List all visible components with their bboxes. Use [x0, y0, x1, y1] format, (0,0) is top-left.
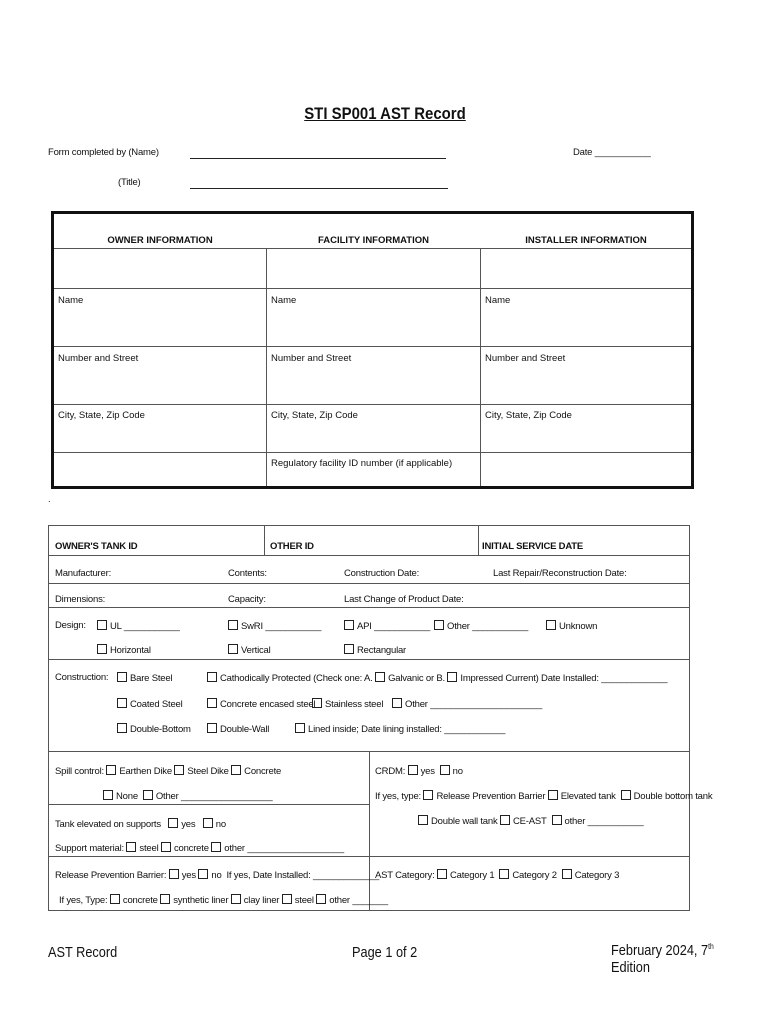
other-id-header: OTHER ID	[270, 541, 314, 552]
ce-ast-checkbox[interactable]	[500, 815, 510, 825]
edition-ordinal: th	[708, 942, 714, 951]
double-bottom-tank-label: Double bottom tank	[633, 791, 713, 802]
release-prevention-label: Release Prevention Barrier:	[55, 870, 167, 881]
galvanic-label: Galvanic or B.	[388, 673, 445, 684]
earthen-dike-checkbox[interactable]	[106, 765, 116, 775]
column-divider	[264, 526, 265, 555]
horizontal-option[interactable]	[97, 644, 151, 656]
lined-inside-checkbox[interactable]	[295, 723, 305, 733]
bare-steel-option[interactable]	[117, 672, 172, 684]
unknown-label: Unknown	[559, 621, 598, 632]
form-completed-by-label: Form completed by (Name)	[48, 147, 159, 158]
double-wall-option[interactable]	[207, 723, 269, 735]
swri-label: SwRI ___________	[241, 621, 322, 632]
facility-street-label: Number and Street	[271, 353, 352, 364]
owner-city-label: City, State, Zip Code	[58, 410, 145, 421]
stainless-label: Stainless steel	[325, 699, 384, 710]
concrete-encased-label: Concrete encased steel	[220, 699, 316, 710]
ul-checkbox[interactable]	[97, 620, 107, 630]
category-3-label: Category 3	[574, 870, 620, 881]
horizontal-label: Horizontal	[110, 645, 151, 656]
rpb-no-label: no	[211, 870, 222, 881]
support-concrete-label: concrete	[173, 843, 209, 854]
tank-information-table	[48, 525, 713, 911]
title-label: (Title)	[118, 177, 141, 188]
name-line[interactable]	[190, 158, 446, 159]
spill-none-row	[103, 790, 273, 802]
stainless-checkbox[interactable]	[312, 698, 322, 708]
api-label: API ___________	[357, 621, 431, 632]
installer-street-label: Number and Street	[485, 353, 566, 364]
none-checkbox[interactable]	[103, 790, 113, 800]
crdm-yes-label: yes	[420, 766, 435, 777]
spill-other-label: Other __________________	[155, 791, 273, 802]
support-material-row	[55, 842, 344, 854]
facility-city-label: City, State, Zip Code	[271, 410, 358, 421]
design-other-checkbox[interactable]	[434, 620, 444, 630]
double-bottom-tank-checkbox[interactable]	[621, 790, 631, 800]
coated-steel-checkbox[interactable]	[117, 698, 127, 708]
cathodic-label: Cathodically Protected (Check one: A.	[220, 673, 373, 684]
crdm-type-row-2	[418, 815, 644, 827]
installer-name-label: Name	[485, 295, 511, 306]
type-other-label: other _______	[329, 895, 388, 906]
steel-dike-checkbox[interactable]	[174, 765, 184, 775]
rpb-date-label: If yes, Date Installed: _____________	[226, 870, 380, 881]
construction-other-checkbox[interactable]	[392, 698, 402, 708]
type-steel-checkbox[interactable]	[282, 894, 292, 904]
row-divider	[54, 452, 691, 453]
design-label: Design:	[55, 620, 86, 631]
double-wall-checkbox[interactable]	[207, 723, 217, 733]
row-divider	[49, 607, 689, 608]
installer-city-label: City, State, Zip Code	[485, 410, 572, 421]
elevated-no-checkbox[interactable]	[203, 818, 213, 828]
title-line[interactable]	[190, 188, 448, 189]
coated-steel-option[interactable]	[117, 698, 183, 710]
release-barrier-label: Release Prevention Barrier	[436, 791, 546, 802]
tank-elevated-row	[55, 818, 226, 830]
crdm-other-label: other ___________	[564, 816, 644, 827]
support-other-label: other ___________________	[224, 843, 344, 854]
capacity-label: Capacity:	[228, 594, 266, 605]
footer-edition	[611, 942, 746, 976]
ce-ast-label: CE-AST	[512, 816, 547, 827]
elevated-tank-label: Elevated tank	[560, 791, 616, 802]
concrete-label: Concrete	[244, 766, 282, 777]
initial-service-date-header: INITIAL SERVICE DATE	[482, 541, 584, 552]
spill-other-checkbox[interactable]	[143, 790, 153, 800]
double-bottom-checkbox[interactable]	[117, 723, 127, 733]
coated-steel-label: Coated Steel	[130, 699, 183, 710]
type-concrete-label: concrete	[122, 895, 158, 906]
stray-dot: .	[48, 494, 51, 505]
type-steel-label: steel	[294, 895, 314, 906]
installer-information-header: INSTALLER INFORMATION	[525, 235, 647, 246]
row-divider	[49, 856, 689, 857]
support-steel-label: steel	[139, 843, 159, 854]
owner-name-label: Name	[58, 295, 84, 306]
clay-liner-label: clay liner	[243, 895, 280, 906]
double-bottom-label: Double-Bottom	[130, 724, 191, 735]
category-1-checkbox[interactable]	[437, 869, 447, 879]
owner-tank-id-header: OWNER'S TANK ID	[55, 541, 138, 552]
swri-checkbox[interactable]	[228, 620, 238, 630]
category-3-checkbox[interactable]	[562, 869, 572, 879]
design-ul-option[interactable]	[97, 620, 180, 632]
row-divider	[49, 583, 689, 584]
crdm-no-label: no	[452, 766, 463, 777]
row-divider	[49, 804, 369, 805]
owner-information-header: OWNER INFORMATION	[107, 235, 213, 246]
edition-suffix: Edition	[611, 959, 650, 976]
facility-information-header: FACILITY INFORMATION	[317, 235, 429, 246]
support-material-label: Support material:	[55, 843, 124, 854]
design-other-label: Other ___________	[447, 621, 529, 632]
steel-dike-label: Steel Dike	[187, 766, 229, 777]
construction-date-label: Construction Date:	[344, 568, 420, 579]
cathodic-protection-option[interactable]	[207, 672, 667, 684]
support-other-checkbox[interactable]	[211, 842, 221, 852]
contents-label: Contents:	[228, 568, 267, 579]
horizontal-checkbox[interactable]	[97, 644, 107, 654]
lined-inside-label: Lined inside; Date lining installed: ____________	[308, 724, 506, 735]
column-divider	[478, 526, 479, 555]
bare-steel-label: Bare Steel	[130, 673, 173, 684]
spill-control-row	[55, 765, 281, 777]
design-swri-option[interactable]	[228, 620, 321, 632]
support-concrete-checkbox[interactable]	[161, 842, 171, 852]
if-yes-type-label: If yes, Type:	[59, 895, 108, 906]
release-barrier-checkbox[interactable]	[423, 790, 433, 800]
synthetic-liner-checkbox[interactable]	[160, 894, 170, 904]
synthetic-liner-label: synthetic liner	[173, 895, 229, 906]
double-wall-tank-checkbox[interactable]	[418, 815, 428, 825]
crdm-row	[375, 765, 463, 777]
category-1-label: Category 1	[449, 870, 495, 881]
party-information-table	[51, 211, 694, 489]
construction-other-label: Other ______________________	[405, 699, 543, 710]
footer-page-number: Page 1 of 2	[352, 944, 418, 961]
double-bottom-option[interactable]	[117, 723, 191, 735]
crdm-type-row	[375, 790, 712, 802]
elevated-yes-label: yes	[181, 819, 196, 830]
release-prevention-row	[55, 869, 379, 881]
category-2-label: Category 2	[512, 870, 557, 881]
vertical-label: Vertical	[241, 645, 271, 656]
galvanic-checkbox[interactable]	[375, 672, 385, 682]
column-divider	[266, 248, 267, 486]
crdm-label: CRDM:	[375, 766, 406, 777]
design-api-option[interactable]	[344, 620, 430, 632]
unknown-checkbox[interactable]	[546, 620, 556, 630]
type-concrete-checkbox[interactable]	[110, 894, 120, 904]
ast-category-row	[375, 869, 619, 881]
column-divider	[369, 751, 370, 910]
row-divider	[49, 555, 689, 556]
crdm-if-yes-label: If yes, type:	[375, 791, 421, 802]
lined-inside-option[interactable]	[295, 723, 505, 735]
support-steel-checkbox[interactable]	[126, 842, 136, 852]
concrete-encased-option[interactable]	[207, 698, 315, 710]
page-title: STI SP001 AST Record	[304, 104, 466, 123]
cathodic-checkbox[interactable]	[207, 672, 217, 682]
vertical-checkbox[interactable]	[228, 644, 238, 654]
crdm-no-checkbox[interactable]	[440, 765, 450, 775]
crdm-other-checkbox[interactable]	[552, 815, 562, 825]
stainless-option[interactable]	[312, 698, 383, 710]
rectangular-label: Rectangular	[357, 645, 407, 656]
concrete-encased-checkbox[interactable]	[207, 698, 217, 708]
regulatory-id-label: Regulatory facility ID number (if applicable)	[271, 458, 453, 469]
dimensions-label: Dimensions:	[55, 594, 106, 605]
footer-left: AST Record	[48, 944, 118, 961]
row-divider	[54, 288, 691, 289]
rpb-no-checkbox[interactable]	[198, 869, 208, 879]
category-2-checkbox[interactable]	[499, 869, 509, 879]
crdm-yes-checkbox[interactable]	[408, 765, 418, 775]
ast-category-label: AST Category:	[375, 870, 435, 881]
facility-name-label: Name	[271, 295, 297, 306]
rectangular-checkbox[interactable]	[344, 644, 354, 654]
elevated-yes-checkbox[interactable]	[168, 818, 178, 828]
date-label: Date ___________	[573, 147, 651, 158]
elevated-tank-checkbox[interactable]	[548, 790, 558, 800]
impressed-checkbox[interactable]	[447, 672, 457, 682]
impressed-label: Impressed Current) Date Installed: _____________	[460, 673, 668, 684]
concrete-checkbox[interactable]	[231, 765, 241, 775]
liner-type-row	[59, 894, 388, 906]
construction-label: Construction:	[55, 672, 109, 683]
rpb-yes-checkbox[interactable]	[169, 869, 179, 879]
design-other-option[interactable]	[434, 620, 528, 632]
row-divider	[49, 659, 689, 660]
earthen-dike-label: Earthen Dike	[119, 766, 172, 777]
row-divider	[54, 404, 691, 405]
last-repair-label: Last Repair/Reconstruction Date:	[493, 568, 627, 579]
owner-street-label: Number and Street	[58, 353, 139, 364]
row-divider	[54, 346, 691, 347]
rectangular-option[interactable]	[344, 644, 406, 656]
double-wall-label: Double-Wall	[220, 724, 270, 735]
last-change-label: Last Change of Product Date:	[344, 594, 464, 605]
api-checkbox[interactable]	[344, 620, 354, 630]
double-wall-tank-label: Double wall tank	[431, 816, 498, 827]
vertical-option[interactable]	[228, 644, 271, 656]
construction-other-option[interactable]	[392, 698, 542, 710]
type-other-checkbox[interactable]	[316, 894, 326, 904]
spill-control-label: Spill control:	[55, 766, 104, 777]
manufacturer-label: Manufacturer:	[55, 568, 112, 579]
elevated-no-label: no	[215, 819, 226, 830]
bare-steel-checkbox[interactable]	[117, 672, 127, 682]
none-label: None	[116, 791, 138, 802]
edition-date: February 2024, 7	[611, 942, 709, 959]
rpb-yes-label: yes	[181, 870, 196, 881]
ul-label: UL ___________	[110, 621, 180, 632]
tank-elevated-label: Tank elevated on supports	[55, 819, 161, 830]
clay-liner-checkbox[interactable]	[231, 894, 241, 904]
column-divider	[480, 248, 481, 486]
design-unknown-option[interactable]	[546, 620, 597, 632]
